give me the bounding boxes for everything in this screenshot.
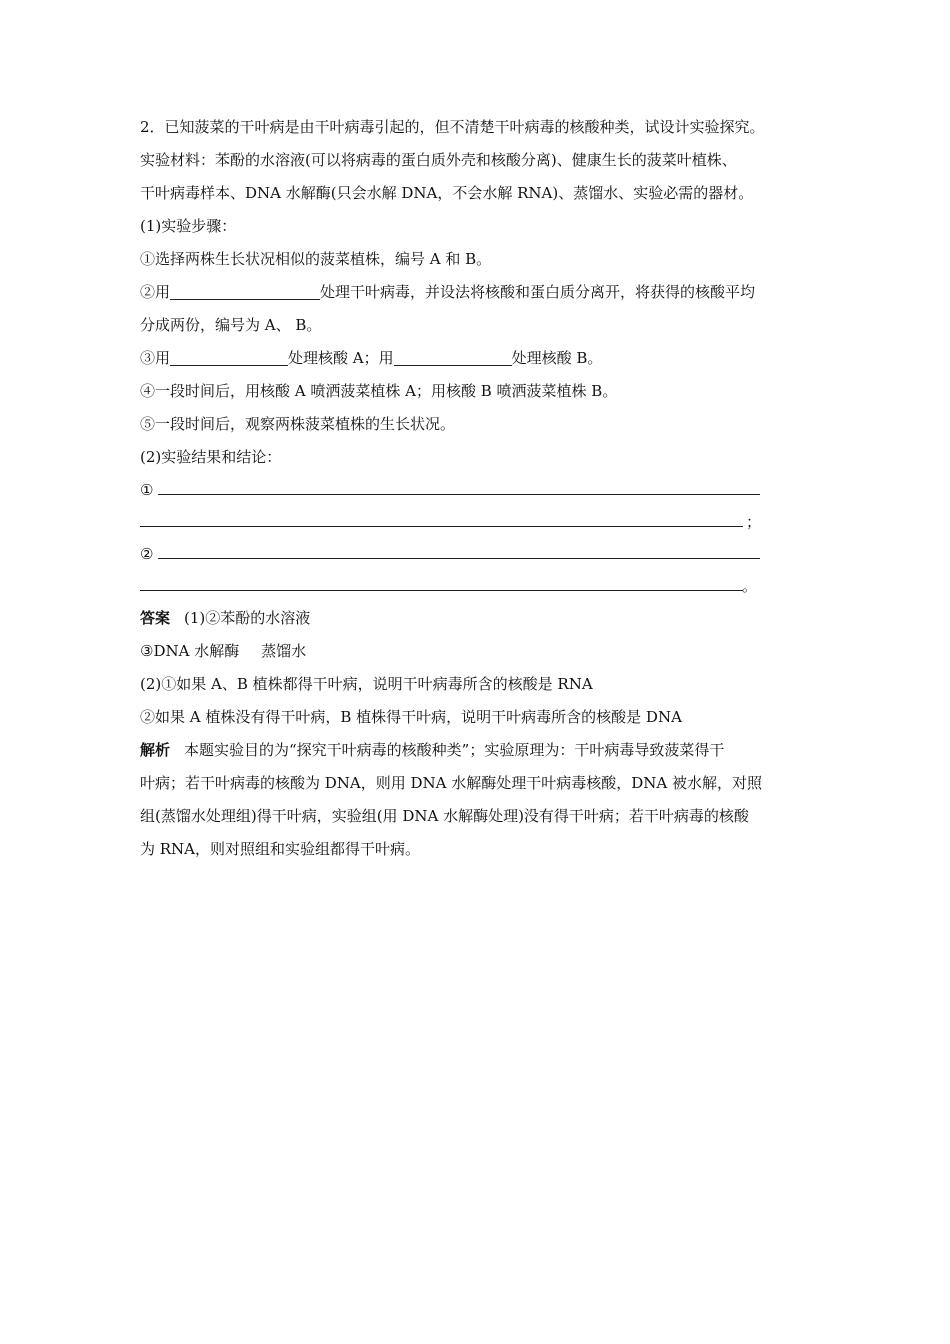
- result-1-blank-line[interactable]: [158, 494, 760, 495]
- step-2-blank[interactable]: [170, 284, 320, 300]
- analysis-line-2: 叶病；若干叶病毒的核酸为 DNA，则用 DNA 水解酶处理干叶病毒核酸，DNA 被水解，对照: [140, 774, 763, 792]
- step-2-prefix: ②用: [140, 283, 171, 301]
- results-title: (2)实验结果和结论：: [140, 448, 282, 466]
- result-1-end: ；: [746, 513, 762, 531]
- result-1-marker: ①: [140, 481, 154, 499]
- step-2-cont: 分成两份，编号为 A、 B。: [140, 316, 322, 334]
- result-2-marker: ②: [140, 545, 154, 563]
- answer-label: 答案: [140, 609, 171, 627]
- step-4: ④一段时间后，用核酸 A 喷洒菠菜植株 A；用核酸 B 喷洒菠菜植株 B。: [140, 382, 618, 400]
- step-3-blank-a[interactable]: [170, 350, 288, 366]
- answer-text-2b: 蒸馏水: [261, 642, 307, 660]
- step-3-blank-b[interactable]: [394, 350, 512, 366]
- step-3: [140, 348, 602, 368]
- analysis-line-4: 为 RNA，则对照组和实验组都得干叶病。: [140, 840, 421, 858]
- step-5: ⑤一段时间后，观察两株菠菜植株的生长状况。: [140, 415, 456, 433]
- result-2-end: 。: [742, 577, 758, 595]
- step-1: ①选择两株生长状况相似的菠菜植株，编号 A 和 B。: [140, 250, 492, 268]
- answer-text-2a: ③DNA 水解酶: [140, 642, 240, 660]
- step-2: [140, 282, 755, 302]
- analysis-line-3: 组(蒸馏水处理组)得干叶病，实验组(用 DNA 水解酶处理)没有得干叶病；若干叶病毒的核酸: [140, 807, 749, 825]
- step-3-prefix: ③用: [140, 349, 171, 367]
- analysis-label: 解析: [140, 741, 171, 759]
- analysis-text-1: 本题实验目的为“探究干叶病毒的核酸种类”；实验原理为：干叶病毒导致菠菜得干: [184, 741, 725, 759]
- answer-line-3: (2)①如果 A、B 植株都得干叶病，说明干叶病毒所含的核酸是 RNA: [140, 675, 593, 693]
- step-3-suffix: 处理核酸 B。: [511, 349, 603, 367]
- materials-line-cont: 干叶病毒样本、DNA 水解酶(只会水解 DNA，不会水解 RNA)、蒸馏水、实验必需的器材。: [140, 184, 754, 202]
- answer-line-4: ②如果 A 植株没有得干叶病，B 植株得干叶病，说明干叶病毒所含的核酸是 DNA: [140, 708, 682, 726]
- result-1-blank-line-2[interactable]: [140, 526, 743, 527]
- materials-line: 实验材料：苯酚的水溶液(可以将病毒的蛋白质外壳和核酸分离)、健康生长的菠菜叶植株、: [140, 151, 737, 169]
- step-3-middle: 处理核酸 A；用: [288, 349, 394, 367]
- result-2-blank-line[interactable]: [158, 558, 760, 559]
- result-2-blank-line-2[interactable]: [140, 590, 743, 591]
- answer-line-1: [140, 608, 310, 628]
- steps-title: (1)实验步骤：: [140, 217, 237, 235]
- answer-line-2: [140, 641, 306, 661]
- analysis-line-1: [140, 740, 724, 760]
- question-stem: 2．已知菠菜的干叶病是由干叶病毒引起的，但不清楚干叶病毒的核酸种类，试设计实验探究。: [140, 118, 765, 136]
- step-2-suffix: 处理干叶病毒，并设法将核酸和蛋白质分离开，将获得的核酸平均: [320, 283, 756, 301]
- answer-text-1: (1)②苯酚的水溶液: [184, 609, 311, 627]
